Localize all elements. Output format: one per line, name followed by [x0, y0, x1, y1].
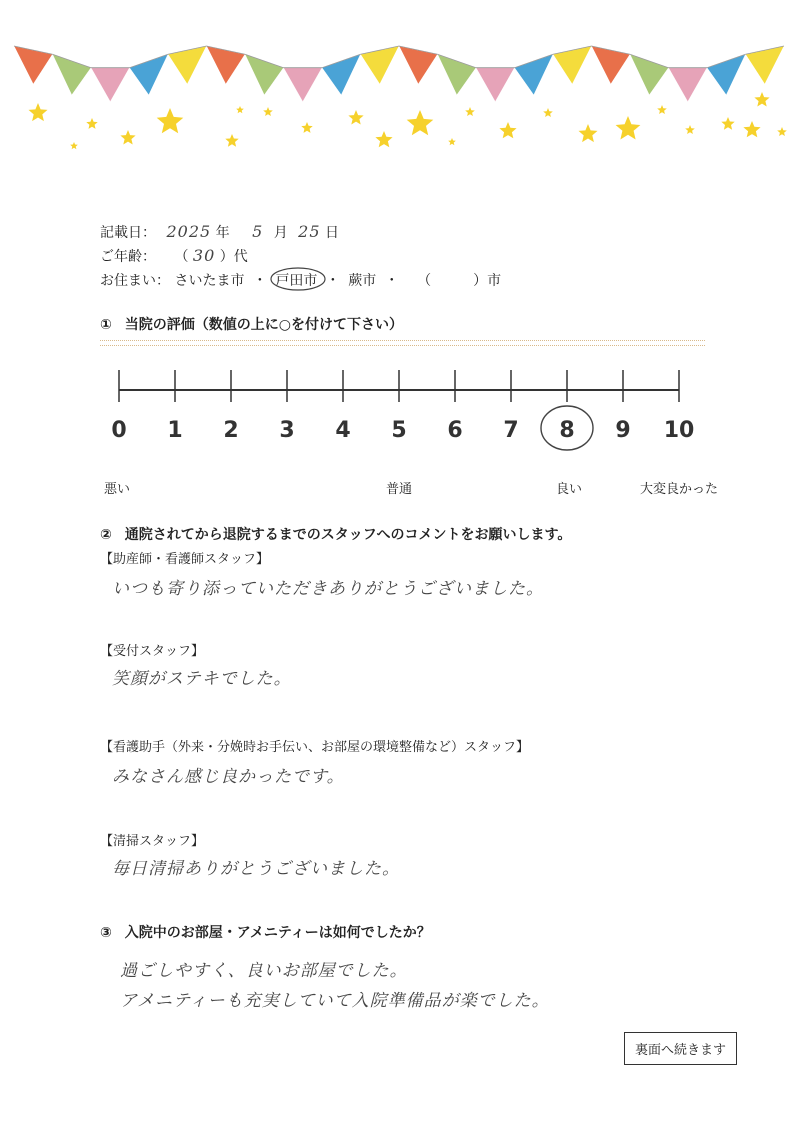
staff-group-label: 【清掃スタッフ】 — [100, 834, 205, 849]
star-icon — [448, 138, 456, 145]
selection-circle-mark — [269, 265, 327, 293]
bunting-flag — [207, 46, 246, 84]
star-icon — [236, 106, 244, 113]
residence-label: お住まい： — [100, 273, 170, 289]
bunting-flag — [399, 46, 438, 84]
staff-group-comment: みなさん感じ良かったです。 — [112, 767, 345, 787]
section2-title-row — [100, 524, 571, 544]
star-icon — [777, 127, 787, 136]
star-icon — [348, 110, 363, 125]
bunting-flag — [630, 54, 669, 95]
continue-note-box — [624, 1032, 737, 1065]
star-icon — [721, 117, 734, 130]
scale-label-bad: 悪い — [104, 482, 131, 497]
residence-option-toda-text: 戸田市 — [275, 273, 318, 289]
star-icon — [685, 125, 695, 134]
date-day-unit: 日 — [324, 225, 339, 241]
section3-number: ③ — [100, 925, 112, 941]
rating-scale — [100, 360, 700, 460]
staff-group-label: 【受付スタッフ】 — [100, 644, 205, 659]
bunting-flag — [245, 54, 284, 95]
star-icon — [263, 107, 273, 116]
scale-number: 4 — [335, 418, 351, 443]
star-icon — [579, 124, 598, 142]
staff-group-label: 【助産師・看護師スタッフ】 — [100, 552, 270, 567]
bunting-flag — [553, 46, 592, 84]
scale-number: 5 — [391, 418, 407, 443]
bunting-flag — [515, 54, 554, 95]
star-icon — [657, 105, 667, 114]
scale-number: 3 — [279, 418, 295, 443]
scale-number: 9 — [615, 418, 631, 443]
date-label: 記載日： — [100, 225, 156, 241]
star-icon — [407, 110, 434, 135]
scale-label-very-good: 大変良かった — [640, 482, 719, 497]
bunting-flag — [322, 54, 361, 95]
continue-note-text: 裏面へ続きます — [635, 1043, 727, 1058]
star-icon — [465, 107, 475, 116]
age-value: 30 — [192, 246, 216, 265]
star-icon — [86, 118, 97, 129]
bunting-string — [14, 46, 784, 68]
bunting-flag — [746, 46, 785, 84]
date-year-unit: 年 — [215, 225, 230, 241]
section1-divider — [100, 340, 705, 341]
residence-separator: ・ — [252, 273, 267, 289]
date-year-value: 2025 — [166, 222, 212, 241]
section3-comment-line: アメニティーも充実していて入院準備品が楽でした。 — [120, 991, 550, 1011]
section1-number: ① — [100, 317, 112, 333]
scale-number: 6 — [447, 418, 463, 443]
residence-separator: ・ — [384, 273, 399, 289]
section1-title: 当院の評価（数値の上に○を付けて下さい） — [124, 317, 403, 333]
staff-group-comment: いつも寄り添っていただきありがとうございました。 — [112, 579, 544, 599]
star-icon — [70, 142, 78, 149]
age-open: （ — [174, 249, 189, 265]
bunting-flag — [284, 68, 323, 102]
date-month-value: 5 — [252, 222, 264, 241]
residence-other: （ ）市 — [417, 273, 502, 289]
section1-divider — [100, 345, 705, 346]
residence-option-toda — [275, 270, 317, 290]
star-icon — [29, 103, 48, 121]
staff-group-comment: 毎日清掃ありがとうございました。 — [112, 859, 400, 879]
section3-title-row — [100, 922, 431, 942]
bunting-flag — [130, 54, 169, 95]
section2-number: ② — [100, 527, 112, 543]
bunting-flag — [707, 54, 746, 95]
scale-label-normal: 普通 — [386, 482, 413, 497]
bunting-flag — [438, 54, 477, 95]
bunting-flag — [91, 68, 130, 102]
star-icon — [754, 92, 769, 107]
star-icon — [301, 122, 312, 133]
scale-label-good: 良い — [556, 482, 583, 497]
section3-title: 入院中のお部屋・アメニティーは如何でしたか？ — [124, 925, 431, 941]
star-icon — [225, 134, 238, 147]
star-icon — [157, 108, 184, 133]
age-label: ご年齢： — [100, 249, 156, 265]
bunting-flag — [14, 46, 53, 84]
residence-row — [100, 270, 501, 290]
age-row — [100, 246, 248, 266]
residence-separator: ・ — [325, 273, 340, 289]
bunting-decoration — [0, 0, 800, 170]
age-close: ）代 — [219, 249, 248, 265]
staff-group-label: 【看護助手（外来・分娩時お手伝い、お部屋の環境整備など）スタッフ】 — [100, 740, 530, 755]
scale-number: 0 — [111, 418, 127, 443]
section1-title-row — [100, 314, 403, 334]
bunting-flag — [361, 46, 400, 84]
bunting-flag — [669, 68, 708, 102]
bunting-flag — [168, 46, 207, 84]
staff-group-comment: 笑顔がステキでした。 — [112, 669, 292, 689]
scale-number: 7 — [503, 418, 519, 443]
star-icon — [375, 131, 392, 147]
section2-title: 通院されてから退院するまでのスタッフへのコメントをお願いします。 — [124, 527, 572, 543]
scale-number: 1 — [167, 418, 183, 443]
date-row — [100, 222, 339, 242]
section3-comment-line: 過ごしやすく、良いお部屋でした。 — [120, 961, 408, 981]
star-icon — [616, 116, 641, 140]
star-icon — [499, 122, 516, 138]
star-icon — [743, 121, 760, 137]
scale-number: 10 — [663, 418, 695, 443]
bunting-flag — [592, 46, 631, 84]
date-month-unit: 月 — [273, 225, 288, 241]
scale-number: 8 — [559, 418, 575, 443]
star-icon — [543, 108, 553, 117]
bunting-flag — [476, 68, 515, 102]
residence-option-warabi: 蕨市 — [348, 273, 377, 289]
date-day-value: 25 — [298, 222, 321, 241]
scale-number: 2 — [223, 418, 239, 443]
residence-option-saitama: さいたま市 — [174, 273, 245, 289]
bunting-flag — [53, 54, 92, 95]
star-icon — [120, 130, 135, 145]
